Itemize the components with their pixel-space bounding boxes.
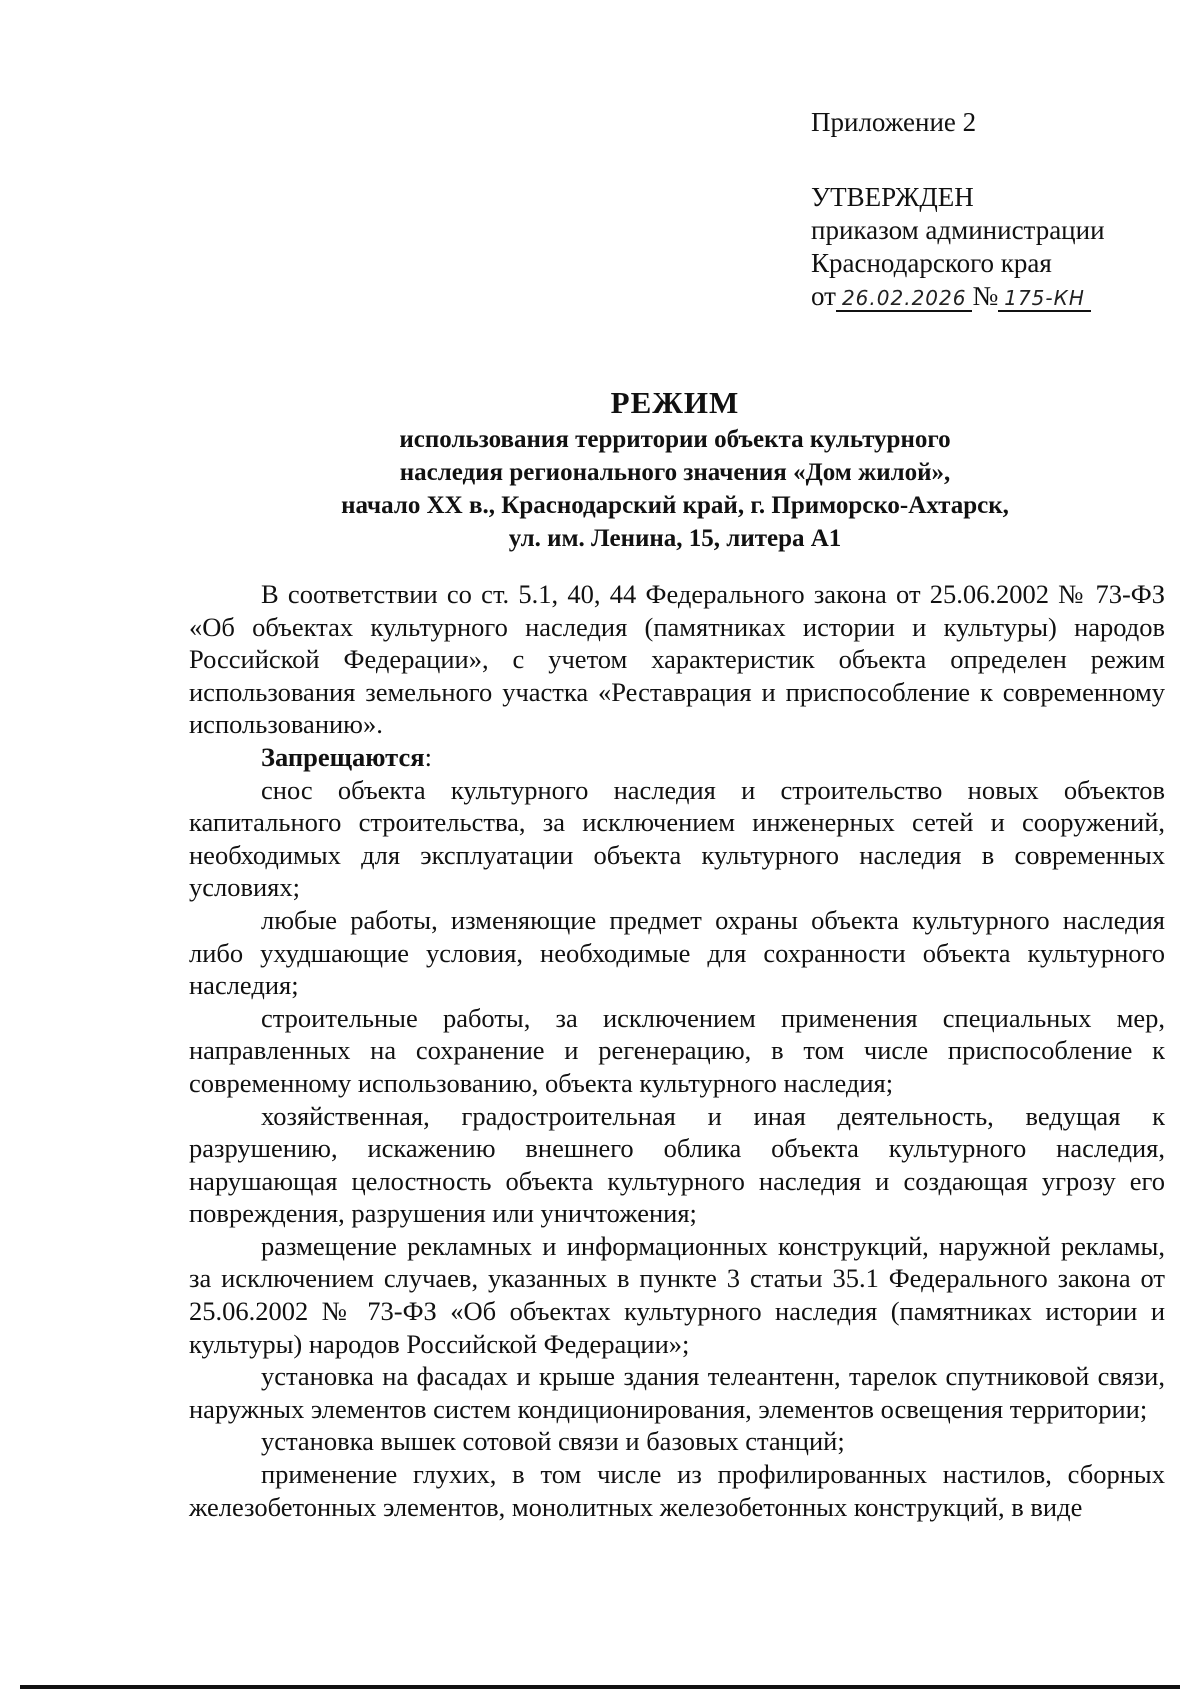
prohibited-heading: Запрещаются (261, 741, 425, 772)
list-item: хозяйственная, градостроительная и иная деятельность, ведущая к разрушению, искажению внешнего облика объекта культурного наследия, нарушающая целостность объекта культурного наследия и создающая угрозу его повреждения, разрушения или уничтожения; (189, 1100, 1165, 1229)
prohibited-heading-paragraph (189, 741, 1165, 774)
approval-authority-line2: Краснодарского края (811, 248, 1052, 278)
approval-stamp-block (811, 106, 1105, 313)
title-main: РЕЖИМ (610, 385, 740, 420)
handwritten-date: 26.02.2026 (836, 286, 973, 312)
list-item: установка вышек сотовой связи и базовых станций; (261, 1426, 845, 1457)
date-prefix: от (811, 281, 836, 311)
intro-paragraph: В соответствии со ст. 5.1, 40, 44 Федерального закона от 25.06.2002 № 73-ФЗ «Об объектах культурного наследия (памятниках истории и культуры) народов Российской Федерации», с учетом характеристик объекта определен режим использования земельного участка «Реставрация и приспособление к современному использованию». (189, 579, 1165, 740)
list-item: применение глухих, в том числе из профилированных настилов, сборных железобетонных элементов, монолитных железобетонных конструкций, в виде (189, 1459, 1165, 1522)
document-title (140, 383, 1200, 555)
document-body (189, 578, 1165, 1523)
title-line-1: использования территории объекта культурного (399, 426, 951, 453)
list-item: снос объекта культурного наследия и строительство новых объектов капитального строительства, за исключением инженерных сетей и сооружений, необходимых для эксплуатации объекта культурного наследия в современных условиях; (189, 774, 1165, 903)
number-prefix: № (972, 281, 999, 311)
list-item: строительные работы, за исключением применения специальных мер, направленных на сохранение и регенерацию, в том числе приспособление к современному использованию, объекта культурного наследия; (189, 1002, 1165, 1098)
approval-authority-line1: приказом администрации (811, 215, 1105, 245)
list-item: размещение рекламных и информационных конструкций, наружной рекламы, за исключением случаев, указанных в пункте 3 статьи 35.1 Федерального закона от 25.06.2002 № 73-ФЗ «Об объектах культурного наследия (памятниках истории и культуры) народов Российской Федерации»; (189, 1230, 1165, 1359)
title-line-3: начало XX в., Краснодарский край, г. Приморско-Ахтарск, (341, 492, 1009, 519)
title-line-2: наследия регионального значения «Дом жилой», (399, 459, 951, 486)
list-item: любые работы, изменяющие предмет охраны объекта культурного наследия либо ухудшающие условия, необходимые для сохранности объекта культурного наследия; (189, 904, 1165, 1001)
prohibited-heading-colon: : (424, 741, 432, 772)
approved-label: УТВЕРЖДЕН (811, 182, 974, 212)
handwritten-number: 175-КН (998, 286, 1091, 312)
title-line-4: ул. им. Ленина, 15, литера А1 (508, 525, 842, 552)
list-item: установка на фасадах и крыше здания телеантенн, тарелок спутниковой связи, наружных элементов систем кондиционирования, элементов освещения территории; (189, 1361, 1165, 1424)
approval-date-number (811, 280, 1105, 313)
annex-label: Приложение 2 (811, 107, 977, 137)
page-bottom-rule (20, 1685, 1180, 1689)
